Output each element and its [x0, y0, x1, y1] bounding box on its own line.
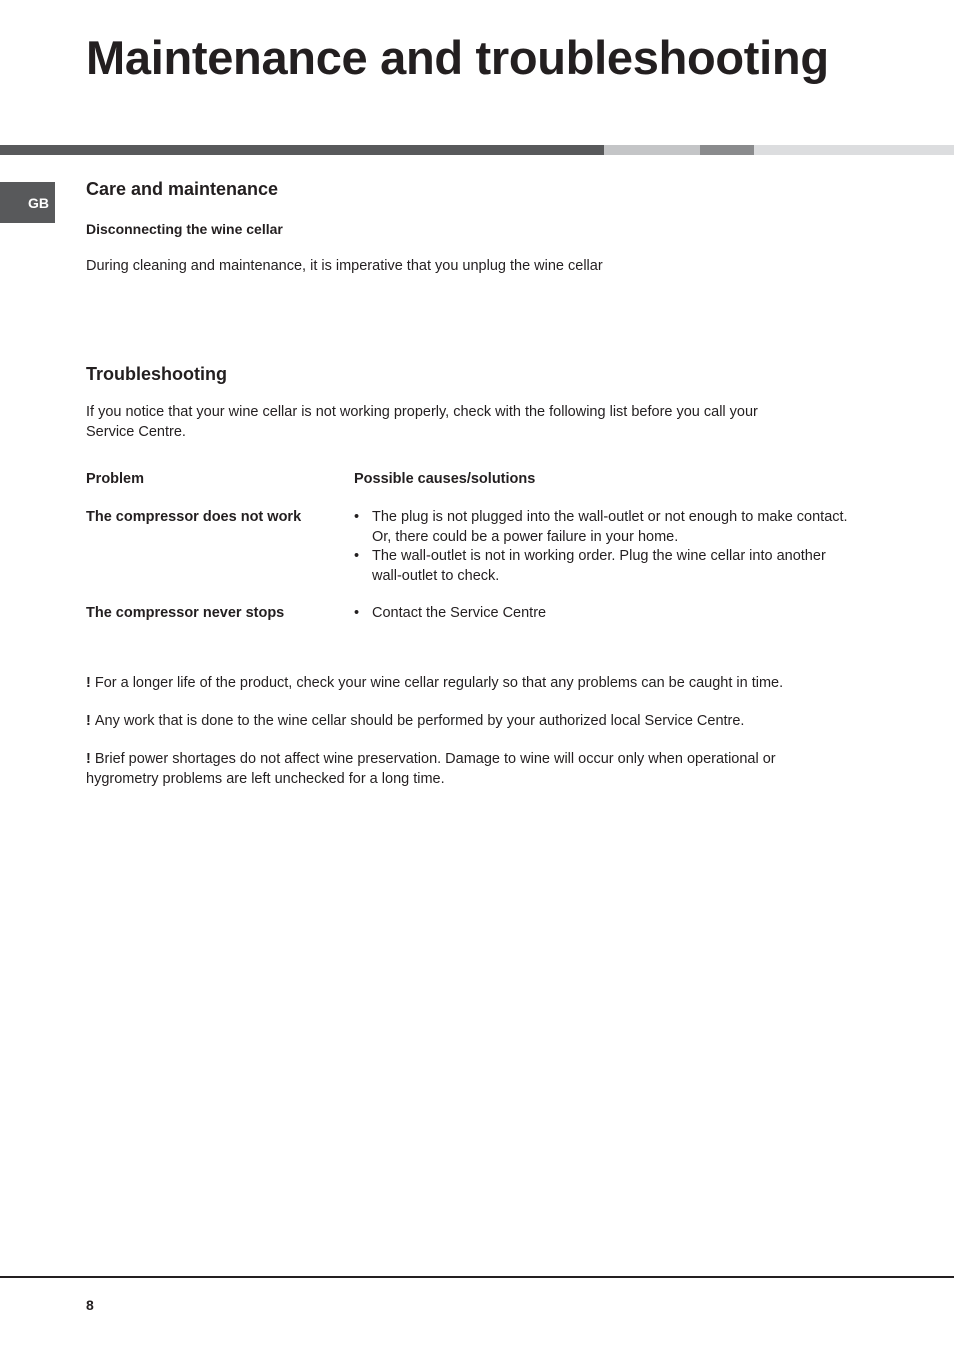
note-text: Any work that is done to the wine cellar should be performed by your authorized local Service Centre.: [94, 713, 745, 729]
warning-note: [86, 711, 876, 731]
header-bar-pale: [754, 145, 954, 155]
care-subheading: Disconnecting the wine cellar: [86, 221, 283, 237]
table-row-problem: The compressor does not work: [86, 509, 302, 525]
bullet-icon: •: [354, 605, 360, 621]
solution-line: The wall-outlet is not in working order. Plug the wine cellar into another: [372, 548, 826, 564]
troubleshooting-intro-line2: Service Centre.: [86, 423, 186, 440]
troubleshooting-intro-line1: If you notice that your wine cellar is not working properly, check with the following list before you call your: [86, 404, 758, 420]
table-header-solutions: Possible causes/solutions: [354, 471, 536, 487]
exclamation-icon: !: [86, 751, 91, 767]
care-text: During cleaning and maintenance, it is imperative that you unplug the wine cellar: [86, 258, 603, 274]
header-bar-dark: [0, 145, 604, 155]
note-text: For a longer life of the product, check your wine cellar regularly so that any problems can be caught in time.: [94, 675, 784, 691]
page-number: 8: [86, 1297, 94, 1313]
bullet-icon: •: [354, 509, 360, 525]
warning-note: [86, 673, 876, 693]
bullet-icon: •: [354, 548, 360, 564]
list-item: [354, 508, 914, 547]
solutions-list: [354, 508, 914, 586]
list-item: [354, 547, 914, 586]
solution-line: Or, there could be a power failure in your home.: [372, 528, 679, 545]
list-item: [354, 604, 914, 624]
page-title: Maintenance and troubleshooting: [86, 31, 829, 84]
exclamation-icon: !: [86, 675, 91, 691]
table-row-problem: The compressor never stops: [86, 605, 285, 621]
footer-rule: [0, 1276, 954, 1278]
language-tab: GB: [0, 182, 55, 223]
care-heading: Care and maintenance: [86, 179, 279, 199]
troubleshooting-heading: Troubleshooting: [86, 364, 227, 384]
note-text: Brief power shortages do not affect wine preservation. Damage to wine will occur only when operational or hygrometry problems are left unchecked for a long time.: [86, 751, 776, 787]
solution-line: The plug is not plugged into the wall-outlet or not enough to make contact.: [372, 509, 848, 525]
troubleshooting-intro: [86, 403, 758, 442]
warning-note: [86, 749, 846, 789]
exclamation-icon: !: [86, 713, 91, 729]
header-bar-mid: [700, 145, 754, 155]
solution-line: wall-outlet to check.: [372, 567, 500, 584]
solution-line: Contact the Service Centre: [372, 605, 547, 621]
header-bar-light: [604, 145, 700, 155]
solutions-list: [354, 604, 914, 624]
table-header-problem: Problem: [86, 471, 145, 487]
